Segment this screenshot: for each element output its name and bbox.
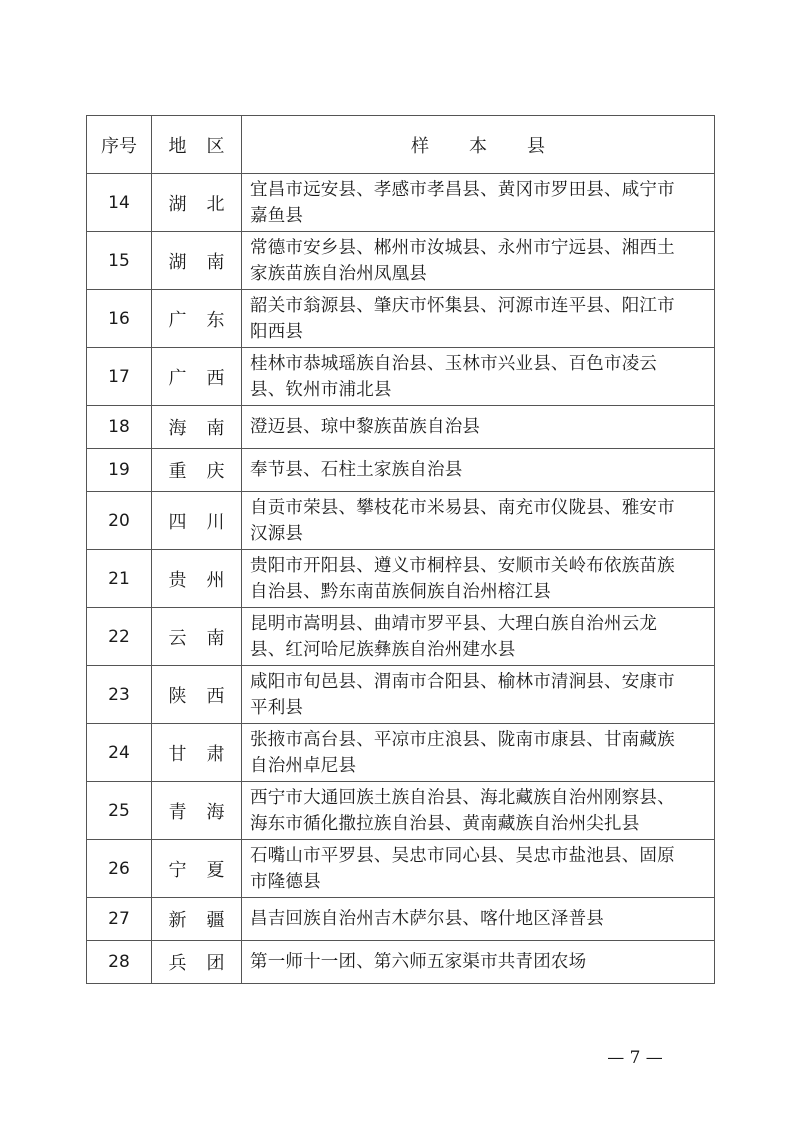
counties-line: 自治县、黔东南苗族侗族自治州榕江县: [250, 581, 551, 602]
row-sample-counties: [242, 782, 715, 840]
row-sample-counties: [242, 348, 715, 406]
counties-line: 常德市安乡县、郴州市汝城县、永州市宁远县、湘西土: [250, 237, 675, 258]
row-serial-number: 16: [87, 290, 152, 348]
row-serial-number: 14: [87, 174, 152, 232]
row-serial-number: 23: [87, 666, 152, 724]
header-region: [152, 116, 242, 174]
counties-line: 平利县: [250, 697, 304, 718]
header-region-char: 区: [206, 135, 225, 157]
counties-line: 市隆德县: [250, 871, 321, 892]
counties-line: 海东市循化撒拉族自治县、黄南藏族自治州尖扎县: [250, 813, 640, 834]
counties-line: 第一师十一团、第六师五家渠市共青团农场: [250, 952, 587, 972]
table-row: [87, 898, 715, 941]
table-row: [87, 608, 715, 666]
row-sample-counties: [242, 232, 715, 290]
row-region: [152, 449, 242, 492]
table-row: [87, 406, 715, 449]
row-sample-counties: [242, 898, 715, 941]
row-region: [152, 232, 242, 290]
row-region: [152, 840, 242, 898]
counties-line: 自治州卓尼县: [250, 755, 357, 776]
row-region: [152, 782, 242, 840]
row-serial-number: 18: [87, 406, 152, 449]
row-sample-counties: [242, 724, 715, 782]
row-region: [152, 550, 242, 608]
region-char: 广: [168, 309, 187, 331]
row-region: [152, 290, 242, 348]
page-number: — 7 —: [607, 1048, 663, 1068]
region-char: 东: [206, 309, 225, 331]
header-sample-counties: [242, 116, 715, 174]
table-row: [87, 941, 715, 984]
row-sample-counties: [242, 608, 715, 666]
region-char: 海: [206, 801, 225, 823]
region-char: 广: [168, 367, 187, 389]
table-row: [87, 666, 715, 724]
row-region: [152, 348, 242, 406]
counties-line: 家族苗族自治州凤凰县: [250, 263, 427, 284]
row-serial-number: 17: [87, 348, 152, 406]
row-region: [152, 898, 242, 941]
row-sample-counties: [242, 174, 715, 232]
table-row: [87, 492, 715, 550]
region-char: 肃: [206, 743, 225, 765]
counties-line: 宜昌市远安县、孝感市孝昌县、黄冈市罗田县、咸宁市: [250, 179, 675, 200]
row-sample-counties: [242, 550, 715, 608]
row-serial-number: 24: [87, 724, 152, 782]
counties-line: 昌吉回族自治州吉木萨尔县、喀什地区泽普县: [250, 909, 604, 929]
table-row: [87, 449, 715, 492]
counties-line: 韶关市翁源县、肇庆市怀集县、河源市连平县、阳江市: [250, 295, 675, 316]
region-char: 疆: [206, 910, 225, 931]
counties-line: 嘉鱼县: [250, 205, 304, 226]
row-sample-counties: [242, 666, 715, 724]
row-serial-number: 27: [87, 898, 152, 941]
region-char: 北: [206, 193, 225, 215]
table-row: [87, 724, 715, 782]
counties-line: 自贡市荣县、攀枝花市米易县、南充市仪陇县、雅安市: [250, 497, 675, 518]
region-char: 云: [168, 627, 187, 649]
region-char: 新: [168, 910, 187, 931]
header-region-char: 地: [168, 135, 187, 157]
region-char: 湖: [168, 251, 187, 273]
counties-line: 县、红河哈尼族彝族自治州建水县: [250, 639, 516, 660]
region-char: 南: [206, 627, 225, 649]
row-serial-number: 21: [87, 550, 152, 608]
row-serial-number: 19: [87, 449, 152, 492]
region-char: 贵: [168, 569, 187, 591]
region-char: 南: [206, 251, 225, 273]
region-char: 宁: [168, 859, 187, 881]
counties-line: 桂林市恭城瑶族自治县、玉林市兴业县、百色市凌云: [250, 353, 658, 374]
row-serial-number: 25: [87, 782, 152, 840]
table-row: [87, 550, 715, 608]
table-body: [87, 116, 715, 984]
row-sample-counties: [242, 492, 715, 550]
region-char: 夏: [206, 859, 225, 881]
row-region: [152, 174, 242, 232]
region-char: 庆: [206, 461, 225, 482]
row-serial-number: 28: [87, 941, 152, 984]
row-region: [152, 724, 242, 782]
counties-line: 西宁市大通回族土族自治县、海北藏族自治州刚察县、: [250, 787, 675, 808]
counties-line: 澄迈县、琼中黎族苗族自治县: [250, 417, 481, 437]
row-sample-counties: [242, 290, 715, 348]
region-char: 西: [206, 685, 225, 707]
row-region: [152, 941, 242, 984]
row-serial-number: 15: [87, 232, 152, 290]
counties-line: 县、钦州市浦北县: [250, 379, 392, 400]
counties-line: 张掖市高台县、平凉市庄浪县、陇南市康县、甘南藏族: [250, 729, 675, 750]
region-char: 南: [206, 418, 225, 439]
region-char: 陕: [168, 685, 187, 707]
row-region: [152, 492, 242, 550]
region-char: 团: [206, 953, 225, 974]
row-serial-number: 26: [87, 840, 152, 898]
header-counties-char: 本: [469, 135, 487, 157]
table-row: [87, 348, 715, 406]
sample-county-table: [86, 115, 715, 984]
region-char: 西: [206, 367, 225, 389]
counties-line: 汉源县: [250, 523, 304, 544]
counties-line: 昆明市嵩明县、曲靖市罗平县、大理白族自治州云龙: [250, 613, 658, 634]
region-char: 川: [206, 511, 225, 533]
row-region: [152, 406, 242, 449]
region-char: 重: [168, 461, 187, 482]
table-row: [87, 174, 715, 232]
region-char: 兵: [168, 953, 187, 974]
table-row: [87, 840, 715, 898]
row-sample-counties: [242, 449, 715, 492]
counties-line: 贵阳市开阳县、遵义市桐梓县、安顺市关岭布依族苗族: [250, 555, 675, 576]
region-char: 海: [168, 418, 187, 439]
header-counties-char: 县: [527, 135, 545, 157]
table-header-row: [87, 116, 715, 174]
region-char: 州: [206, 569, 225, 591]
row-sample-counties: [242, 941, 715, 984]
table-row: [87, 232, 715, 290]
row-serial-number: 20: [87, 492, 152, 550]
counties-line: 石嘴山市平罗县、吴忠市同心县、吴忠市盐池县、固原: [250, 845, 675, 866]
region-char: 湖: [168, 193, 187, 215]
region-char: 青: [168, 801, 187, 823]
counties-line: 奉节县、石柱土家族自治县: [250, 460, 463, 480]
region-char: 四: [168, 511, 187, 533]
region-char: 甘: [168, 743, 187, 765]
counties-line: 阳西县: [250, 321, 304, 342]
header-counties-char: 样: [411, 135, 429, 157]
table-row: [87, 290, 715, 348]
row-region: [152, 608, 242, 666]
table-row: [87, 782, 715, 840]
counties-line: 咸阳市旬邑县、渭南市合阳县、榆林市清涧县、安康市: [250, 671, 675, 692]
row-serial-number: 22: [87, 608, 152, 666]
row-sample-counties: [242, 840, 715, 898]
row-region: [152, 666, 242, 724]
header-serial-number: 序号: [87, 116, 152, 174]
row-sample-counties: [242, 406, 715, 449]
